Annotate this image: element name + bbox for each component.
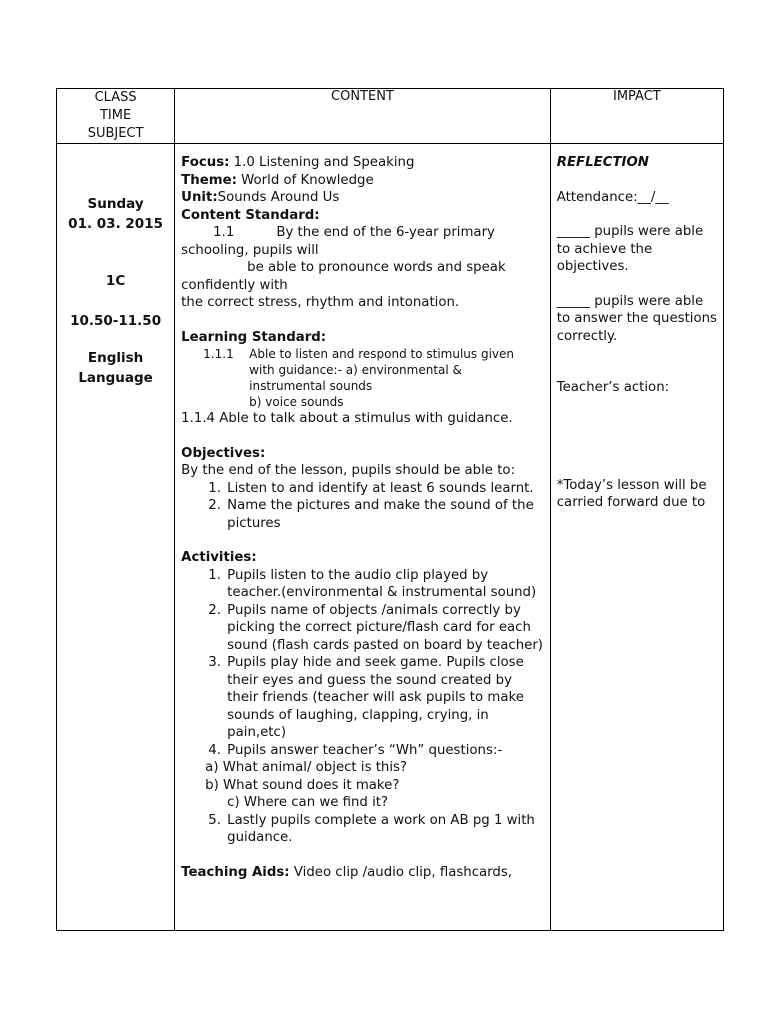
header-row [57, 89, 724, 144]
learning-standard-label: Learning Standard: [181, 329, 327, 345]
content-standard-line3: be able to pronounce words and speak [247, 260, 506, 275]
objectives-intro: By the end of the lesson, pupils should be able to: [181, 463, 516, 478]
unit-label: Unit: [181, 190, 218, 205]
activity-item [205, 742, 544, 812]
teacher-action-line: Teacher’s action: [556, 380, 670, 395]
header-content: CONTENT [175, 89, 551, 144]
content-standard-num: 1.1 [213, 225, 235, 240]
learning-standard-text1: Able to listen and respond to stimulus given [249, 347, 515, 361]
header-class-time-subject [57, 89, 175, 144]
lesson-info-cell [57, 144, 175, 931]
content-standard-line1 [181, 224, 544, 242]
learning-standard-text2: with guidance:- a) environmental & [249, 363, 462, 377]
learning-standard-num1: 1.1.1 [203, 347, 234, 361]
objectives-label: Objectives: [181, 445, 266, 461]
objectives-list [181, 480, 544, 533]
content-standard-line5: the correct stress, rhythm and intonation. [181, 295, 460, 310]
activity-item: 2. Pupils name of objects /animals correctly by picking the correct picture/flash card for each sound (flash cards pasted on board by teacher) [225, 602, 544, 655]
lesson-subject-line1: English [87, 350, 144, 366]
lesson-class: 1C [105, 273, 126, 289]
header-subject: SUBJECT [87, 126, 144, 141]
lesson-time: 10.50-11.50 [70, 313, 162, 329]
sub-question: b) What sound does it make? [205, 777, 400, 793]
sub-question: a) What animal/ object is this? [205, 760, 408, 775]
lesson-date: 01. 03. 2015 [68, 216, 163, 232]
objective-item: 2. Name the pictures and make the sound of the pictures [225, 497, 544, 532]
content-standard-line4: confidently with [181, 277, 288, 293]
theme-label: Theme: [181, 172, 237, 188]
activity-item: 5. Lastly pupils complete a work on AB pg 1 with guidance. [225, 812, 544, 847]
learning-standard-text3: instrumental sounds [249, 379, 373, 393]
content-standard-label: Content Standard: [181, 207, 320, 223]
learning-standard-item2: 1.1.4 Able to talk about a stimulus with guidance. [181, 411, 513, 426]
focus-label: Focus: [181, 155, 230, 170]
content-standard-text1: By the end of the 6-year primary [276, 225, 495, 240]
teaching-aids-value: Video clip /audio clip, flashcards, [293, 864, 512, 880]
header-impact: IMPACT [550, 89, 723, 144]
answer-line: _____ pupils were able to answer the questions correctly. [556, 293, 717, 344]
header-time: TIME [99, 108, 132, 123]
focus-line [181, 154, 544, 172]
theme-line [181, 172, 544, 190]
learning-standard-item1 [181, 346, 544, 410]
learning-standard-text4: b) voice sounds [249, 395, 344, 409]
impact-cell [550, 144, 723, 931]
activity-item: 3. Pupils play hide and seek game. Pupils close their eyes and guess the sound created by their friends (teacher will ask pupils to make sounds of laughing, clapping, crying, in pain,etc) [225, 654, 544, 742]
lesson-day: Sunday [87, 196, 144, 212]
achieve-line: _____ pupils were able to achieve the objectives. [556, 224, 704, 274]
activity-item: 1. Pupils listen to the audio clip played by teacher.(environmental & instrumental sound) [225, 567, 544, 602]
activities-label: Activities: [181, 550, 257, 565]
body-row [57, 144, 724, 931]
lesson-subject-line2: Language [78, 370, 153, 386]
content-standard-line2: schooling, pupils will [181, 242, 319, 258]
theme-value: World of Knowledge [241, 172, 374, 188]
reflection-heading: REFLECTION [556, 155, 649, 170]
activity-item-text: Pupils answer teacher’s “Wh” questions:- [227, 742, 503, 758]
lesson-plan-table [56, 88, 724, 931]
header-class: CLASS [94, 90, 137, 105]
teaching-aids-line [181, 864, 544, 882]
objective-item: 1. Listen to and identify at least 6 sounds learnt. [225, 480, 544, 498]
carried-forward-line: *Today’s lesson will be carried forward due to [556, 477, 707, 510]
unit-value: Sounds Around Us [217, 190, 340, 205]
content-cell [175, 144, 551, 931]
attendance-line: Attendance:__/__ [556, 189, 669, 205]
sub-question: c) Where can we find it? [227, 795, 389, 810]
teaching-aids-label: Teaching Aids: [181, 864, 290, 880]
unit-line [181, 189, 544, 207]
activities-list [181, 567, 544, 847]
focus-value: 1.0 Listening and Speaking [233, 155, 415, 170]
